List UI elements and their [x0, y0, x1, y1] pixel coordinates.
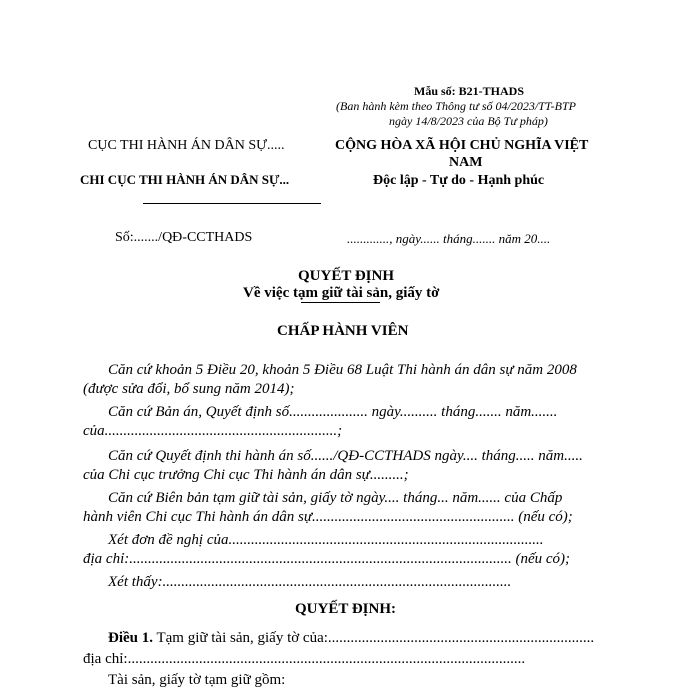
article-1-text: Tạm giữ tài sản, giấy tờ của:....................................................................... [153, 630, 595, 646]
article-1-line1 [108, 630, 594, 647]
basis-5-line1: Xét đơn đề nghị của.................................................................................... [108, 532, 544, 548]
basis-5-line2: địa chỉ:...................................................................................................... (nếu có); [83, 551, 571, 567]
authority-title: CHẤP HÀNH VIÊN [277, 323, 409, 339]
document-subtitle: Về việc tạm giữ tài sản, giấy tờ [243, 285, 440, 301]
basis-1-line1: Căn cứ khoản 5 Điều 20, khoản 5 Điều 68 Luật Thi hành án dân sự năm 2008 [108, 362, 577, 378]
decision-date: ............., ngày...... tháng....... năm 20.... [347, 231, 551, 246]
subtitle-underline [301, 302, 380, 303]
decision-heading: QUYẾT ĐỊNH: [295, 601, 396, 617]
nation-line1: CỘNG HÒA XÃ HỘI CHỦ NGHĨA VIỆT [335, 138, 589, 153]
form-issued-line1: (Ban hành kèm theo Thông tư số 04/2023/TT-BTP [336, 99, 576, 113]
basis-1-line2: (được sửa đổi, bổ sung năm 2014); [83, 381, 295, 397]
article-1-items: Tài sản, giấy tờ tạm giữ gồm: [108, 672, 286, 688]
article-1-address: địa chỉ:.......................................................................................................... [83, 651, 526, 667]
nation-line2: NAM [449, 155, 483, 170]
sub-agency-name: CHI CỤC THI HÀNH ÁN DÂN SỰ... [80, 172, 290, 187]
basis-4-line2: hành viên Chi cục Thi hành án dân sự...................................................... (nếu có); [83, 509, 573, 525]
basis-3-line1: Căn cứ Quyết định thi hành án số....../QĐ-CCTHADS ngày.... tháng..... năm..... [108, 448, 583, 464]
decision-number: Số:......./QĐ-CCTHADS [115, 230, 253, 245]
form-code: Mẫu số: B21-THADS [414, 84, 525, 98]
basis-2-line1: Căn cứ Bản án, Quyết định số..................... ngày.......... tháng....... năm....... [108, 404, 558, 420]
consider-line: Xét thấy:............................................................................................. [108, 574, 512, 590]
agency-underline [143, 203, 321, 204]
article-1-label: Điều 1. [108, 630, 153, 646]
basis-3-line2: của Chi cục trưởng Chi cục Thi hành án dân sự.........; [83, 467, 409, 483]
agency-name: CỤC THI HÀNH ÁN DÂN SỰ..... [88, 138, 285, 153]
form-issued-line2: ngày 14/8/2023 của Bộ Tư pháp) [389, 114, 548, 128]
basis-2-line2: của..............................................................; [83, 423, 343, 439]
basis-4-line1: Căn cứ Biên bản tạm giữ tài sản, giấy tờ ngày.... tháng... năm...... của Chấp [108, 490, 563, 506]
document-title: QUYẾT ĐỊNH [298, 268, 394, 284]
motto: Độc lập - Tự do - Hạnh phúc [373, 173, 545, 188]
